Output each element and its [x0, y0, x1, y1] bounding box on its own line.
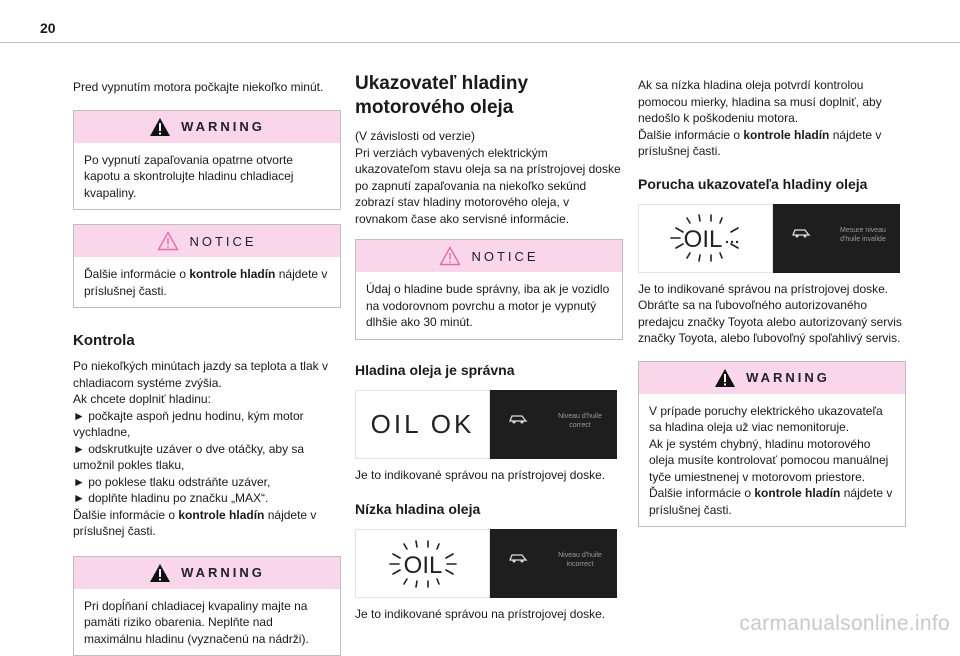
oil-ok-text: OIL OK: [371, 409, 475, 440]
notice-box-oil: [355, 239, 623, 340]
oil-fault-flashing-icon: [651, 208, 761, 268]
kontrola-line-6: ► doplňte hladinu po značku „MAX“.: [73, 490, 341, 507]
kontrola-body: [73, 358, 341, 540]
warning-title: WARNING: [181, 565, 265, 580]
dashboard-message: Mesure niveau d'huile invalide: [825, 226, 901, 244]
car-oil-icon: [508, 412, 528, 424]
oil-text: OIL: [403, 552, 442, 579]
section-heading-oil-correct: Hladina oleja je správna: [355, 362, 623, 378]
oil-low-indicator: [355, 529, 490, 598]
column-1: [73, 62, 341, 656]
intro-text: Pred vypnutím motora počkajte niekoľko minút.: [73, 79, 341, 96]
kontrola-line-4: ► odskrutkujte uzáver o dve otáčky, aby sa umožnil pokles tlaku,: [73, 441, 341, 474]
oil-text: OIL: [683, 226, 722, 253]
warning-title: WARNING: [181, 119, 265, 134]
section-heading-indicator-fault: Porucha ukazovateľa hladiny oleja: [638, 176, 906, 192]
kontrola-more-info: Ďalšie informácie o kontrole hladín nájdete v príslušnej časti.: [73, 507, 341, 540]
notice-text: Ďalšie informácie o kontrole hladín nájdete v príslušnej časti.: [74, 257, 340, 307]
warning-header: [639, 362, 905, 394]
header-divider: [0, 42, 960, 43]
section-heading-oil-indicator: Ukazovateľ hladiny motorového oleja: [355, 72, 605, 120]
dashboard-message-panel: [490, 390, 617, 459]
page-number: 20: [40, 20, 56, 36]
warning-box-coolant: [73, 110, 341, 211]
warning-triangle-icon: [149, 563, 171, 583]
more-info-text: Ďalšie informácie o kontrole hladín nájdete v príslušnej časti.: [638, 127, 906, 160]
kontrola-line-3: ► počkajte aspoň jednu hodinu, kým motor vychladne,: [73, 408, 341, 441]
oil-fault-caption: Je to indikované správou na prístrojovej doske. Obráťte sa na ľubovoľného autorizovaného predajcu značky Toyota alebo autorizovaný servis značky Toyota, alebo ľubovoľný spoľahlivý servis.: [638, 281, 906, 347]
warning-triangle-icon: [149, 117, 171, 137]
notice-triangle-icon: [157, 231, 179, 251]
warning-body: [639, 394, 905, 527]
oil-fault-indicator: [638, 204, 773, 273]
car-oil-icon: [791, 226, 811, 238]
dashboard-message: Niveau d'huile incorrect: [542, 551, 618, 569]
warning-text: V prípade poruchy elektrického ukazovateľa sa hladina oleja už viac nemonitoruje. Ak je systém chybný, hladinu motorového oleja musíte kontrolovať pomocou manuálnej tyče umiestnenej v motorovom priestore.: [649, 403, 895, 486]
oil-low-caption: Je to indikované správou na prístrojovej doske.: [355, 606, 623, 623]
warning-box-indicator: [638, 361, 906, 528]
warning-more-info: Ďalšie informácie o kontrole hladín nájdete v príslušnej časti.: [649, 485, 895, 518]
watermark: carmanualsonline.info: [739, 612, 950, 636]
dashboard-message-panel: [773, 204, 900, 273]
kontrola-line-5: ► po poklese tlaku odstráňte uzáver,: [73, 474, 341, 491]
kontrola-line-2: Ak chcete doplniť hladinu:: [73, 391, 341, 408]
oil-ok-indicator: [355, 390, 490, 459]
warning-title: WARNING: [746, 370, 830, 385]
dashboard-message: Niveau d'huile correct: [542, 412, 618, 430]
kontrola-line-1: Po niekoľkých minútach jazdy sa teplota a tlak v chladiacom systéme zvýšia.: [73, 358, 341, 391]
warning-text: Po vypnutí zapaľovania opatrne otvorte kapotu a skontrolujte hladinu chladiacej kvapaliny.: [74, 143, 340, 210]
dipstick-confirm-text: Ak sa nízka hladina oleja potvrdí kontrolou pomocou mierky, hladina sa musí doplniť, aby nedošlo k poškodeniu motora.: [638, 77, 906, 127]
oil-ok-display: [355, 390, 617, 459]
section-heading-oil-low: Nízka hladina oleja: [355, 501, 623, 517]
oil-low-display: [355, 529, 617, 598]
warning-header: [74, 557, 340, 589]
notice-box-levels: [73, 224, 341, 308]
notice-triangle-icon: [439, 246, 461, 266]
warning-box-scald: [73, 556, 341, 656]
notice-title: NOTICE: [471, 249, 538, 264]
notice-title: NOTICE: [189, 234, 256, 249]
column-2: [355, 62, 623, 623]
notice-header: [356, 240, 622, 272]
dashboard-message-panel: [490, 529, 617, 598]
oil-ok-caption: Je to indikované správou na prístrojovej doske.: [355, 467, 623, 484]
section-heading-kontrola: Kontrola: [73, 332, 341, 349]
notice-header: [74, 225, 340, 257]
oil-flashing-icon: [368, 534, 478, 594]
column-3: [638, 62, 906, 527]
notice-text: Údaj o hladine bude správny, iba ak je vozidlo na vodorovnom povrchu a motor je vypnutý dlhšie ako 30 minút.: [356, 272, 622, 339]
oil-fault-display: [638, 204, 900, 273]
warning-text: Pri dopĺňaní chladiacej kvapaliny majte na pamäti riziko obarenia. Neplňte nad maximálnu hladinu (vyznačenú na nádrži).: [74, 589, 340, 656]
oil-indicator-intro: (V závislosti od verzie) Pri verziách vybavených elektrickým ukazovateľom stavu oleja sa na prístrojovej doske po zapnutí zapaľovania na niekoľko sekúnd zobrazí stav hladiny motorového oleja, v rovnakom čase ako servisné informácie.: [355, 128, 623, 227]
warning-triangle-icon: [714, 368, 736, 388]
warning-header: [74, 111, 340, 143]
car-oil-icon: [508, 551, 528, 563]
